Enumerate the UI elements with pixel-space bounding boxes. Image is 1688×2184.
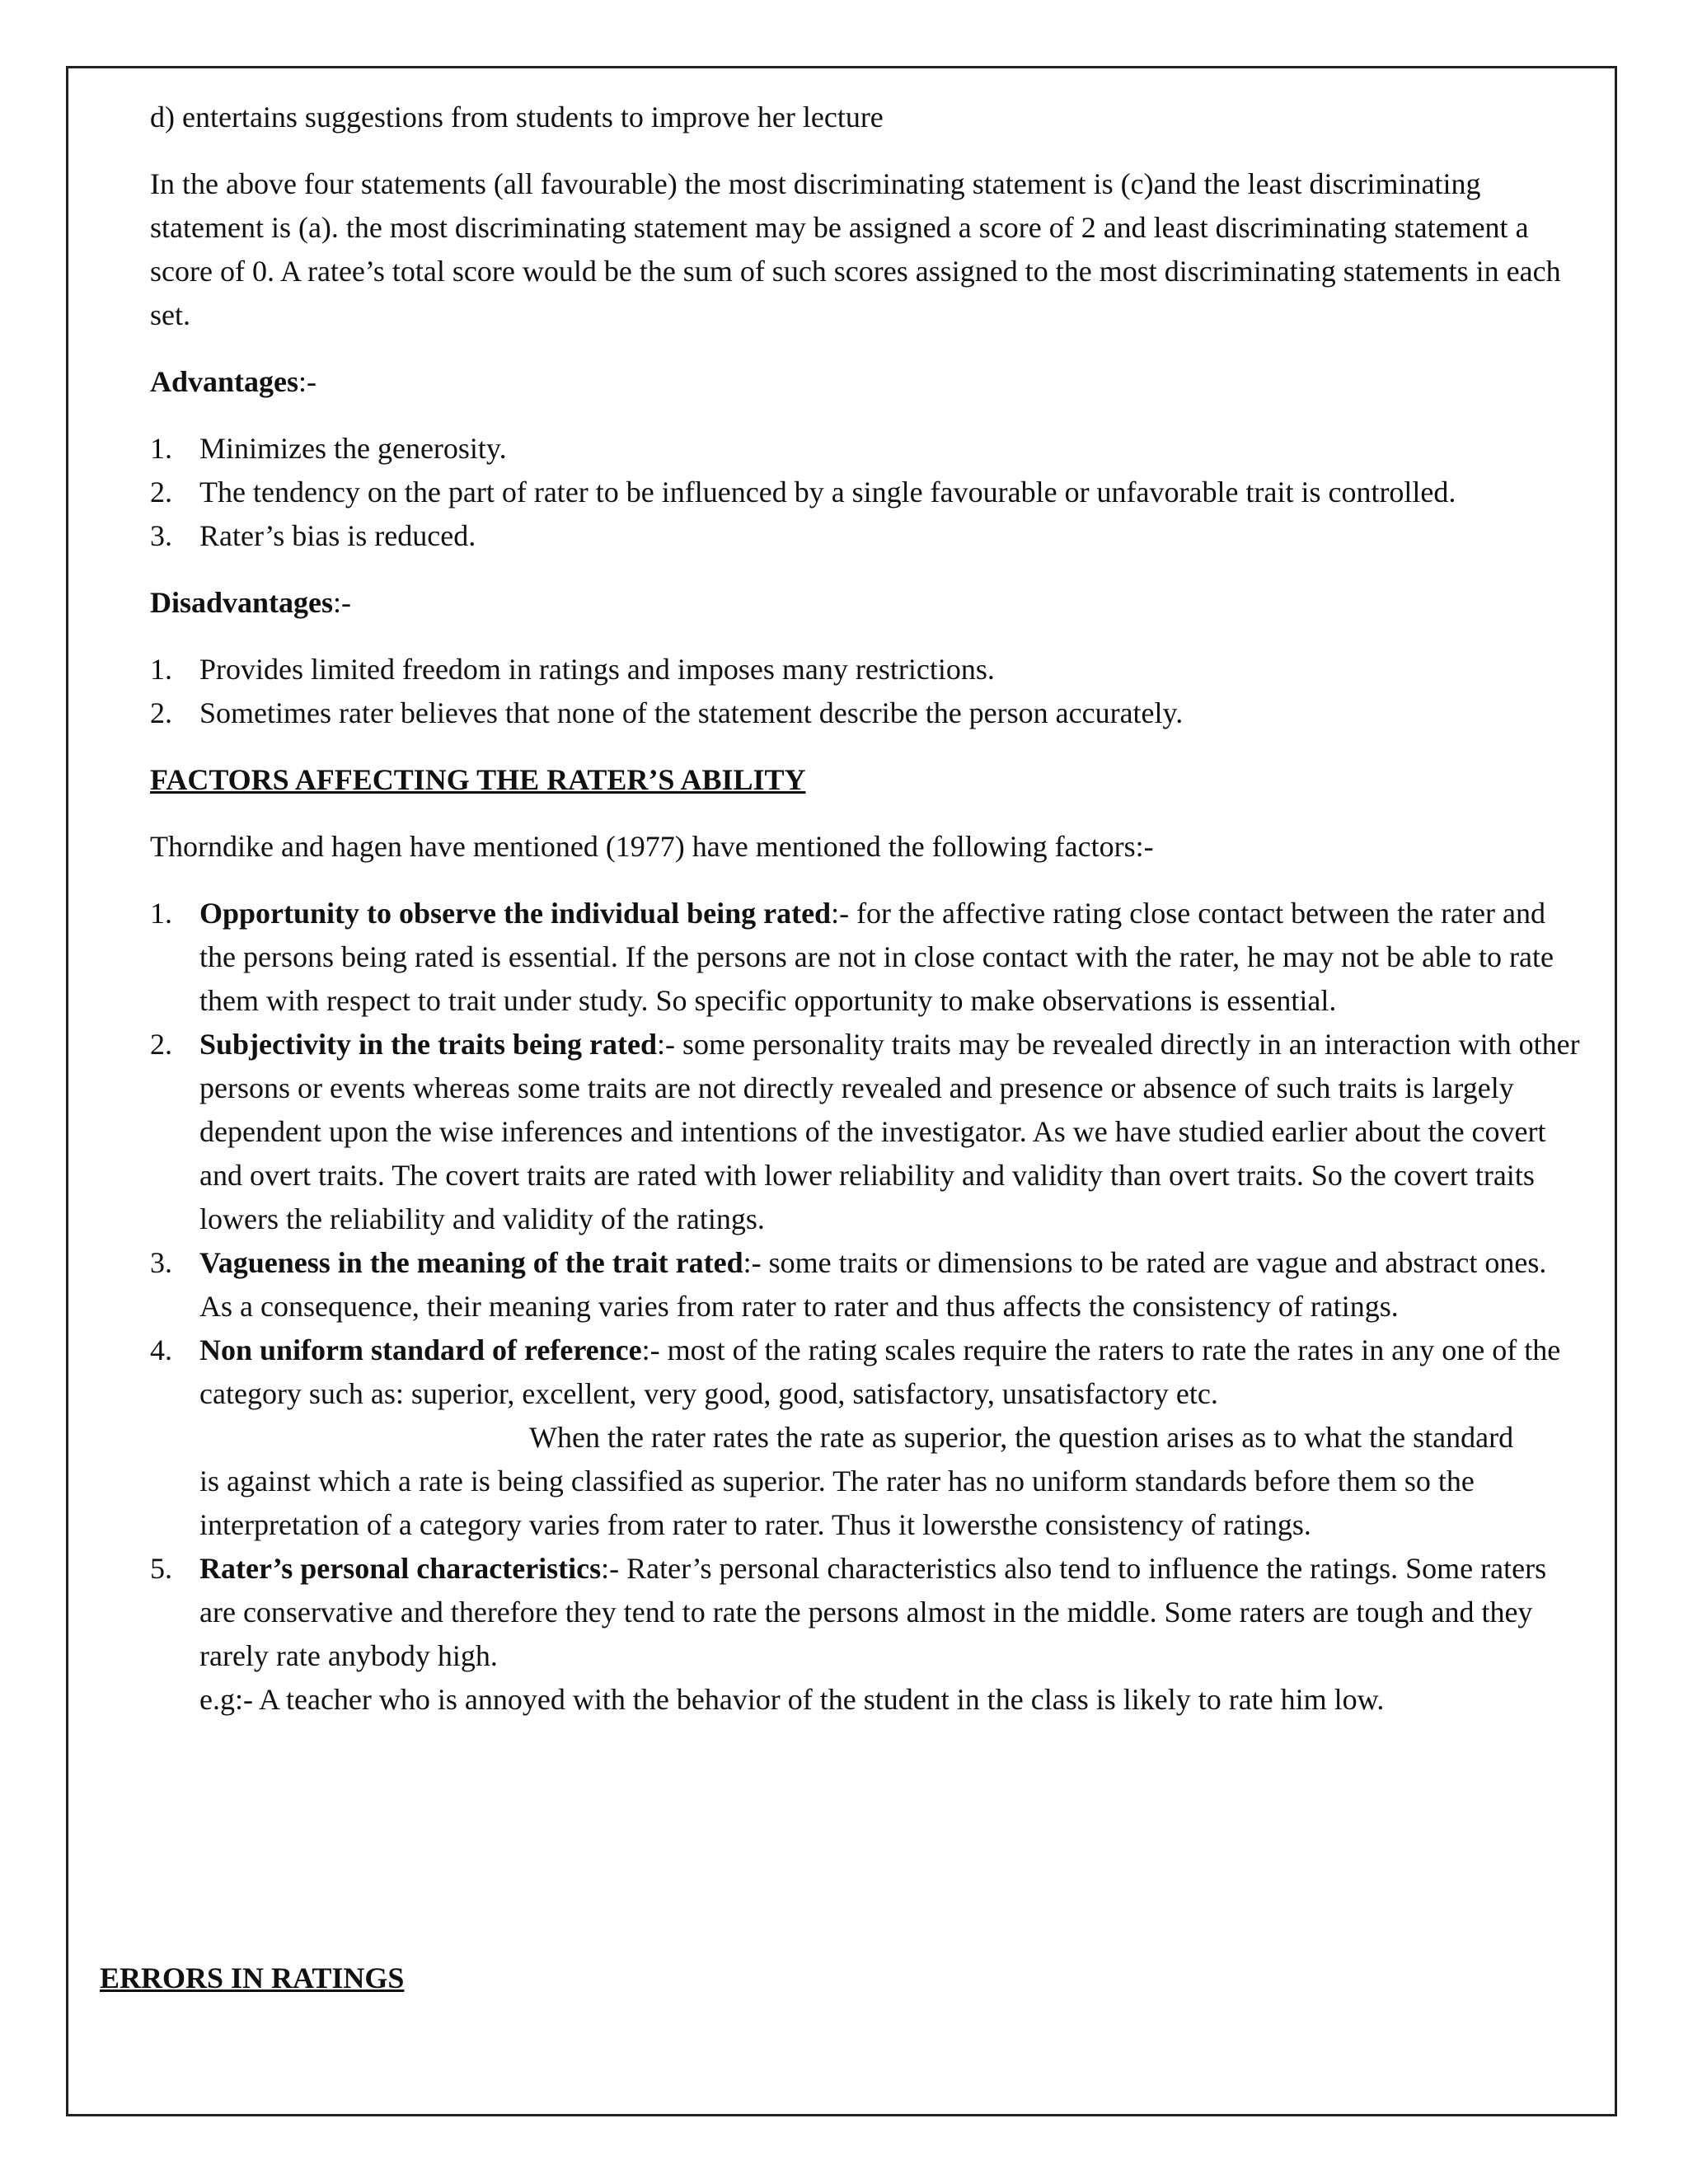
list-text: Minimizes the generosity. [199,432,507,465]
list-item [150,1329,1584,1547]
list-text: The tendency on the part of rater to be influenced by a single favourable or unfavorable trait is controlled. [199,476,1456,509]
factor-text: :- most of the rating scales require the raters to rate the rates in any one of the category such as: superior, excellent, very good, good, satisfactory, unsatisfactory etc. [199,1333,1561,1410]
factor-title: Opportunity to observe the individual being rated [199,897,832,930]
list-number: 1. [150,653,172,686]
list-item [150,648,1584,691]
list-item [150,1023,1584,1241]
list-text: Sometimes rater believes that none of the statement describe the person accurately. [199,696,1184,729]
list-number: 2. [150,476,172,509]
list-number: 2. [150,1028,172,1061]
intro-item-d: d) entertains suggestions from students to improve her lecture [150,101,884,134]
factor-title: Non uniform standard of reference [199,1333,642,1366]
factor-text: :- for the affective rating close contact between the rater and the persons being rated is essential. If the persons are not in close contact with the rater, he may not be able to rate them with respect to trait under study. So specific opportunity to make observations is essential. [199,897,1554,1017]
list-text: Provides limited freedom in ratings and imposes many restrictions. [199,653,995,686]
factor-text: :- Rater’s personal characteristics also tend to influence the ratings. Some raters are conservative and therefore they tend to rate the persons almost in the middle. Some raters are tough and they rarely rate anybody high. [199,1552,1547,1672]
list-number: 5. [150,1552,172,1585]
document-body [150,96,1584,1722]
factors-intro: Thorndike and hagen have mentioned (1977) have mentioned the following factors:- [150,830,1154,863]
list-number: 1. [150,897,172,930]
list-number: 3. [150,1246,172,1279]
list-item [150,514,1584,558]
factor-continuation-rest: is against which a rate is being classified as superior. The rater has no uniform standards before them so the interpretation of a category varies from rater to rater. Thus it lowersthe consistency of ratings. [199,1465,1475,1541]
disadvantages-list [150,648,1584,735]
advantages-title: Advantages [150,365,299,398]
list-item [150,1547,1584,1722]
errors-heading: ERRORS IN RATINGS [100,1961,405,1994]
intro-paragraph: In the above four statements (all favourable) the most discriminating statement is (c)and the least discriminating statement is (a). the most discriminating statement may be assigned a score of 2 and least discriminating statement a score of 0. A ratee’s total score would be the sum of such scores assigned to the most discriminating statements in each set. [150,167,1561,331]
list-number: 4. [150,1333,172,1366]
advantages-list [150,427,1584,558]
list-number: 3. [150,519,172,552]
list-item [150,1241,1584,1329]
factor-text: :- some traits or dimensions to be rated are vague and abstract ones. As a consequence, their meaning varies from rater to rater and thus affects the consistency of ratings. [199,1246,1547,1323]
list-item [150,427,1584,471]
factor-continuation-lead: When the rater rates the rate as superior, the question arises as to what the standard [529,1421,1514,1454]
factor-example: e.g:- A teacher who is annoyed with the behavior of the student in the class is likely to rate him low. [199,1683,1385,1716]
factor-title: Rater’s personal characteristics [199,1552,602,1585]
list-item [150,691,1584,735]
advantages-heading [150,360,1584,404]
list-item [150,471,1584,514]
list-number: 1. [150,432,172,465]
disadvantages-title: Disadvantages [150,586,334,619]
disadvantages-heading [150,581,1584,625]
factor-text: :- some personality traits may be revealed directly in an interaction with other persons or events whereas some traits are not directly revealed and presence or absence of such traits is largely dependent upon the wise inferences and intentions of the investigator. As we have studied earlier about the covert and overt traits. The covert traits are rated with lower reliability and validity than overt traits. So the covert traits lowers the reliability and validity of the ratings. [199,1028,1580,1235]
factor-title: Vagueness in the meaning of the trait rated [199,1246,743,1279]
factors-heading: FACTORS AFFECTING THE RATER’S ABILITY [150,763,806,796]
list-text: Rater’s bias is reduced. [199,519,476,552]
factors-list [150,892,1584,1722]
list-item [150,892,1584,1023]
list-number: 2. [150,696,172,729]
advantages-suffix: :- [298,365,317,398]
factor-title: Subjectivity in the traits being rated [199,1028,657,1061]
disadvantages-suffix: :- [333,586,352,619]
